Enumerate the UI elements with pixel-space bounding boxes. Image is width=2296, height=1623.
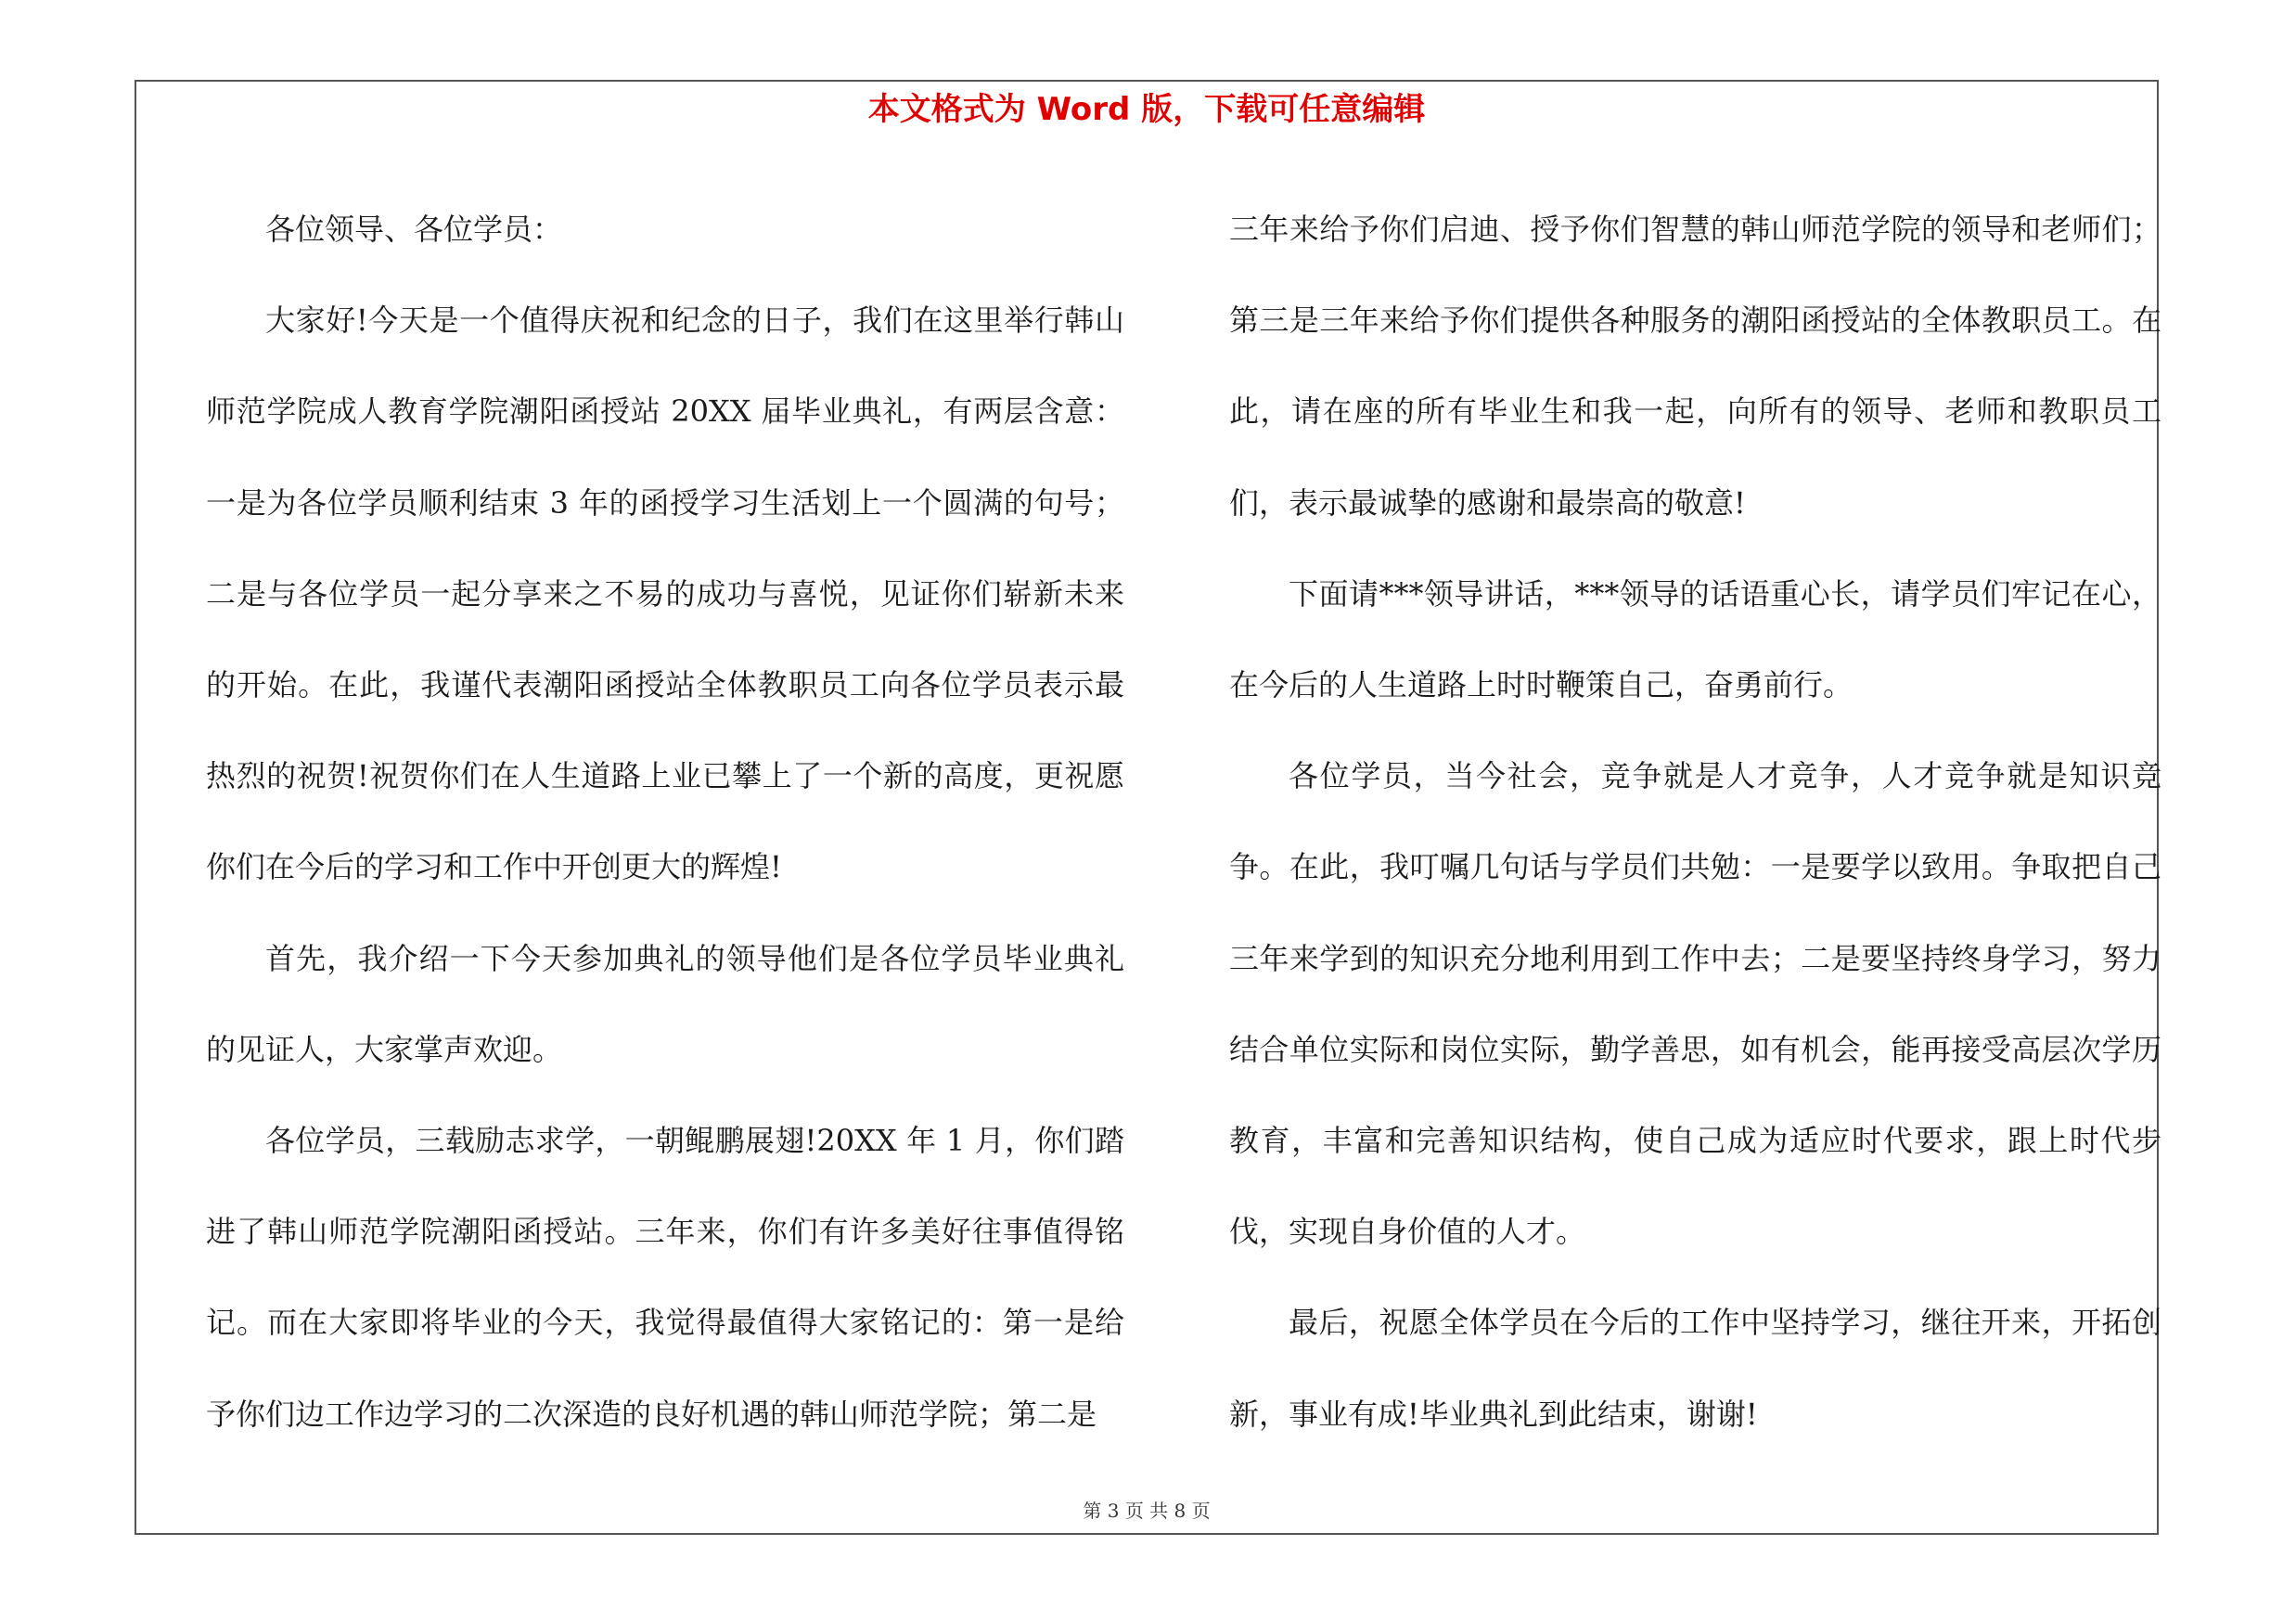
page-number-footer: 第 3 页 共 8 页 — [1083, 1500, 1211, 1522]
body-paragraph: 各位学员，当今社会，竞争就是人才竞争，人才竞争就是知识竞争。在此，我叮嘱几句话与学员们共勉：一是要学以致用。争取把自己三年来学到的知识充分地利用到工作中去；二是要坚持终身学习，努力结合单位实际和岗位实际，勤学善思，如有机会，能再接受高层次学历教育，丰富和完善知识结构，使自己成为适应时代要求，跟上时代步伐，实现自身价值的人才。 — [1229, 758, 2161, 1250]
body-paragraph: 下面请***领导讲话，***领导的话语重心长，请学员们牢记在心，在今后的人生道路上时时鞭策自己，奋勇前行。 — [1229, 575, 2161, 703]
body-paragraph: 大家好!今天是一个值得庆祝和纪念的日子，我们在这里举行韩山师范学院成人教育学院潮阳函授站 20XX 届毕业典礼，有两层含意：一是为各位学员顺利结束 3 年的函授学习生活划上一个圆满的句号；二是与各位学员一起分享来之不易的成功与喜悦，见证你们崭新未来的开始。在此，我谨代表潮阳函授站全体教职员工向各位学员表示最热烈的祝贺!祝贺你们在人生道路上业已攀上了一个新的高度，更祝愿你们在今后的学习和工作中开创更大的辉煌! — [206, 303, 1124, 885]
salutation-paragraph: 各位领导、各位学员： — [265, 212, 563, 247]
continued-paragraph: 三年来给予你们启迪、授予你们智慧的韩山师范学院的领导和老师们；第三是三年来给予你们提供各种服务的潮阳函授站的全体教职员工。在此，请在座的所有毕业生和我一起，向所有的领导、老师和教职员工们，表示最诚挚的感谢和最崇高的敬意! — [1229, 212, 2161, 521]
closing-paragraph: 最后，祝愿全体学员在今后的工作中坚持学习，继往开来，开拓创新，事业有成!毕业典礼到此结束，谢谢! — [1229, 1305, 2161, 1432]
right-text-column — [1229, 184, 2161, 1460]
body-paragraph: 各位学员，三载励志求学，一朝鲲鹏展翅!20XX 年 1 月，你们踏进了韩山师范学院潮阳函授站。三年来，你们有许多美好往事值得铭记。而在大家即将毕业的今天，我觉得最值得大家铭记的：第一是给予你们边工作边学习的二次深造的良好机遇的韩山师范学院；第二是 — [206, 1123, 1124, 1432]
word-format-banner: 本文格式为 Word 版，下载可任意编辑 — [867, 91, 1426, 128]
body-paragraph: 首先，我介绍一下今天参加典礼的领导他们是各位学员毕业典礼的见证人，大家掌声欢迎。 — [206, 940, 1124, 1067]
left-text-column — [206, 184, 1124, 1460]
